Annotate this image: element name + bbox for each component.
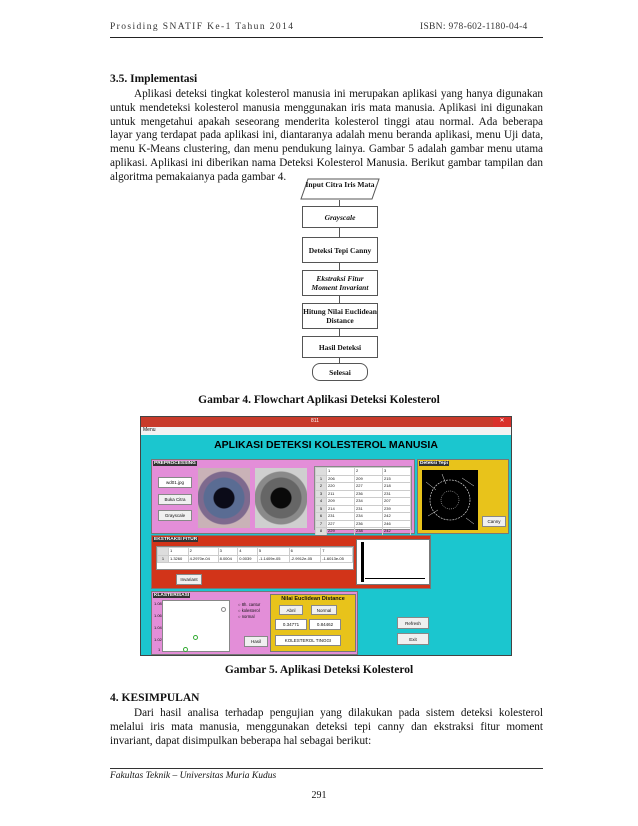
section-4-title: 4. KESIMPULAN [110,692,200,704]
preprocessing-label: PREPROCESSING [154,461,196,466]
app-menubar [141,427,511,435]
table-cell: 207 [383,498,411,506]
buka-citra-button[interactable]: Buka Citra [158,494,192,505]
flow-arrow [339,227,340,237]
table-cell: 239 [383,505,411,513]
edge-lines-graphic [422,470,478,530]
table-cell: 231 [383,490,411,498]
table-row [316,498,411,506]
cluster-plot [154,600,230,652]
figure-4-caption: Gambar 4. Flowchart Aplikasi Deteksi Kolesterol [198,394,440,406]
abnormal-button[interactable]: Abnl [279,605,303,615]
plot-tick: 1.02 [154,637,162,642]
table-header-cell: 2 [188,548,218,556]
table-cell: 209 [355,475,383,483]
table-cell: 0.0039 [238,555,258,563]
iris-grayscale-image [255,468,307,528]
flow-step-euclidean: Hitung Nilai Euclidean Distance [302,303,378,329]
radio-label: 8h. cantur [241,602,261,607]
radio-icon[interactable]: ○ [238,608,241,613]
app-titlebar [141,417,511,427]
table-cell: 215 [383,475,411,483]
preprocessing-panel [151,459,415,534]
table-cell: 229 [327,528,355,536]
table-cell: -2.9912e-05 [289,555,321,563]
table-cell: 227 [355,483,383,491]
table-header-cell: 6 [289,548,321,556]
euclidean-panel [270,594,356,652]
header-isbn: ISBN: 978-602-1180-04-4 [420,22,528,32]
table-cell: 227 [327,520,355,528]
table-cell: -1.1409e-05 [257,555,289,563]
table-cell: 246 [383,520,411,528]
row-header: 7 [316,520,327,528]
plot-tick: 1.04 [154,625,162,630]
table-cell: 242 [383,528,411,536]
table-header-cell: 3 [383,468,411,476]
close-icon[interactable]: ✕ [493,417,511,427]
table-row [316,520,411,528]
table-cell: 211 [327,490,355,498]
table-cell: 236 [355,520,383,528]
exit-button[interactable]: Exit [397,633,429,645]
plot-tick: 1.06 [154,613,162,618]
table-header-cell: 5 [257,548,289,556]
table-row [316,528,411,536]
table-cell: 234 [355,513,383,521]
section-4-paragraph: Dari hasil analisa terhadap pengujian yang dilakukan pada sistem deteksi kolesterol melalui iris mata manusia, menggunakan deteksi tepi canny dan ekstraksi fitur moment invariant, dapat disimpulkan beberapa hal sebagai berikut: [110,707,543,747]
plot-point [183,647,188,652]
canny-edge-image [422,470,478,530]
table-cell: 8.0004 [218,555,238,563]
table-header-row [316,468,411,476]
app-title: APLIKASI DETEKSI KOLESTEROL MANUSIA [214,439,438,451]
row-header: 3 [316,490,327,498]
table-header-cell [158,548,169,556]
table-cell: 4.2970e-04 [188,555,218,563]
radio-label: normal [241,614,255,619]
table-cell: 238 [355,528,383,536]
row-header: 4 [316,498,327,506]
table-row [158,555,353,563]
flow-arrow [339,295,340,303]
feature-table[interactable] [156,546,354,570]
row-header: 8 [316,528,327,536]
row-header: 1 [158,555,169,563]
pixel-table[interactable] [314,466,412,534]
table-cell: 242 [383,513,411,521]
table-cell: 236 [355,490,383,498]
euclidean-title: Nilai Euclidean Distance [281,596,345,602]
footer-rule [110,768,543,769]
row-header: 6 [316,513,327,521]
table-row [316,475,411,483]
grayscale-button[interactable]: Grayscale [158,510,192,521]
header-proceedings: Prosiding SNATIF Ke-1 Tahun 2014 [110,22,295,32]
table-cell: 234 [355,498,383,506]
table-header-cell: 1 [327,468,355,476]
abnormal-distance-field: 0.34771 [275,619,307,630]
table-row [316,505,411,513]
klasterisasi-panel [151,591,358,655]
radio-option[interactable] [238,614,260,620]
menu-item[interactable]: Menu [143,427,156,433]
section-3-5-paragraph: Aplikasi deteksi tingkat kolesterol manusia ini merupakan aplikasi yang hanya digunakan untuk mendeteksi kolesterol manusia menggunakan iris mata manusia. Aplikasi ini digunakan untuk mengetahui apakah seseorang menderita kolesterol tinggi atau normal. Ada beberapa layar yang terdapat pada aplikasi ini, diantaranya adalah menu beranda aplikasi, menu Uji data, menu K-Means clustering, dan menu pendukung lainya. Gambar 5 adalah gambar menu utama aplikasi. Aplikasi ini diberikan nama Deteksi Kolesterol Manusia. Berikut gambar tampilan dan algoritma pemakaianya pada gambar 4. [110,88,543,183]
figure-5-caption: Gambar 5. Aplikasi Deteksi Kolesterol [224,664,414,676]
page-number: 291 [311,790,327,801]
file-name-field[interactable]: wd01.jpg [158,477,192,488]
normal-distance-field: 0.84462 [309,619,341,630]
flow-step-input: Input Citra Iris Mata [305,180,375,189]
flow-arrow [339,262,340,270]
radio-icon[interactable]: ○ [238,602,241,607]
table-header-cell: 3 [218,548,238,556]
table-header-cell [316,468,327,476]
invariant-button[interactable]: Invariant [176,574,202,585]
deteksi-tepi-label: Deteksi Tepi [420,461,448,466]
table-cell: 1.3260 [169,555,189,563]
radio-group [238,602,260,620]
table-cell: 231 [355,505,383,513]
table-cell: 231 [327,513,355,521]
hasil-button[interactable]: Hasil [244,636,268,647]
table-row [316,513,411,521]
row-header: 2 [316,483,327,491]
section-4-body [110,707,543,748]
refresh-button[interactable]: Refresh [397,617,429,629]
row-header: 5 [316,505,327,513]
canny-button[interactable]: Canny [482,516,506,527]
footer-institution: Fakultas Teknik – Universitas Muria Kudus [110,771,277,781]
table-cell: 220 [327,483,355,491]
table-cell: 209 [327,498,355,506]
flow-arrow [339,328,340,336]
result-field: KOLESTEROL TINGGI [275,635,341,646]
table-header-cell: 1 [169,548,189,556]
table-cell: 214 [327,505,355,513]
flow-step-moment-invariant: Ekstraksi Fitur Moment Invariant [302,270,378,296]
table-cell: 218 [383,483,411,491]
iris-color-image [198,468,250,528]
deteksi-tepi-panel [417,459,509,534]
radio-label: kolesterol [241,608,260,613]
plot-point [221,607,226,612]
flow-step-canny: Deteksi Tepi Canny [302,237,378,263]
table-cell: -1.6013e-05 [321,555,353,563]
flow-step-selesai: Selesai [312,363,368,381]
table-header-row [158,548,353,556]
table-header-cell: 2 [355,468,383,476]
klasterisasi-label: KLASTERISASI [154,593,190,598]
radio-icon[interactable]: ○ [238,614,241,619]
window-title: 811 [311,418,319,424]
plot-tick: 1 [158,647,161,652]
app-screenshot [140,416,512,656]
plot-tick: 1.08 [154,601,162,606]
flowchart [0,0,638,390]
normal-button[interactable]: Normal [311,605,337,615]
feature-baseline [365,578,425,579]
row-header: 1 [316,475,327,483]
section-3-5-title: 3.5. Implementasi [110,73,198,85]
table-cell: 206 [327,475,355,483]
flow-step-grayscale: Grayscale [302,206,378,228]
plot-point [193,635,198,640]
table-row [316,490,411,498]
ekstraksi-label: EKSTRAKSI FITUR [154,537,198,542]
table-row [316,483,411,491]
feature-bar [361,542,364,582]
table-header-cell: 7 [321,548,353,556]
table-header-cell: 4 [238,548,258,556]
flow-step-hasil: Hasil Deteksi [302,336,378,358]
feature-bar-graphic [356,539,430,585]
